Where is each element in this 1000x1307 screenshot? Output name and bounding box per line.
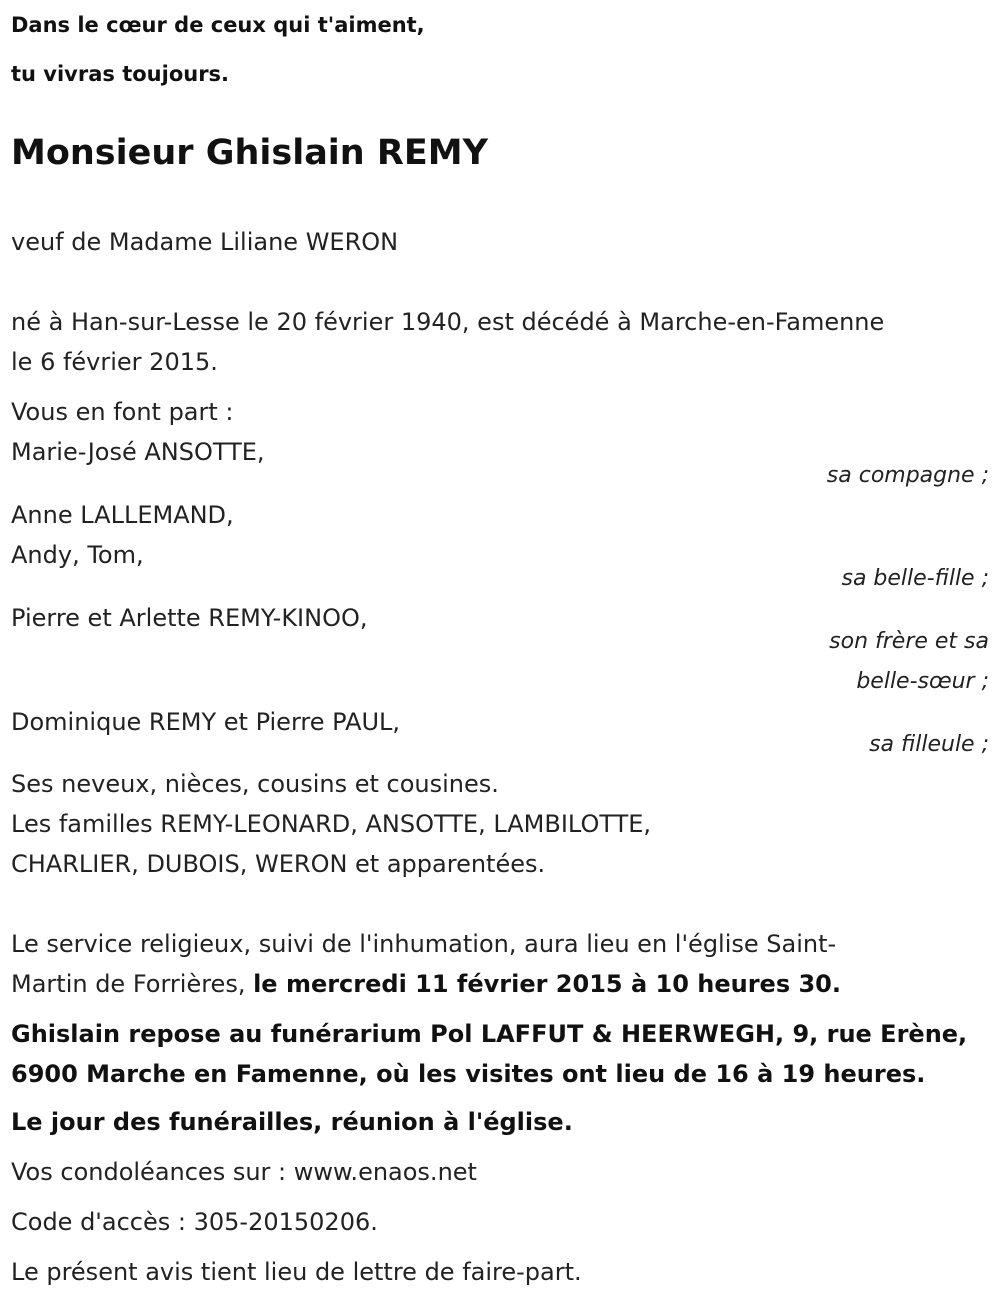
condolences-line: Vos condoléances sur : www.enaos.net [11,1158,477,1186]
birth-death [11,302,884,382]
widower-line: veuf de Madame Liliane WERON [11,228,399,256]
other-relatives-line: CHARLIER, DUBOIS, WERON et apparentées. [11,850,546,878]
service-info [11,924,841,1004]
announcer-relation [829,622,989,702]
announcer-name: Pierre et Arlette REMY-KINOO, [11,604,368,632]
meeting-note: Le jour des funérailles, réunion à l'église. [11,1108,573,1136]
notice-line: Le présent avis tient lieu de lettre de faire-part. [11,1258,582,1286]
announcers-intro: Vous en font part : [11,398,234,426]
birth-death-line-1: né à Han-sur-Lesse le 20 février 1940, est décédé à Marche-en-Famenne [11,308,885,336]
announcer-relation-line-2: belle-sœur ; [856,669,989,694]
service-datetime: le mercredi 11 février 2015 à 10 heures 30. [253,970,841,998]
funeral-home-line-1: Ghislain repose au funérarium Pol LAFFUT & HEERWEGH, 9, rue Erène, [11,1020,968,1048]
other-relatives [11,764,651,884]
announcer-relation-line-1: son frère et sa [829,629,989,654]
epitaph-line-1: Dans le cœur de ceux qui t'aiment, [11,13,425,37]
announcer-relation: sa filleule ; [869,732,989,757]
announcer-name: Marie-José ANSOTTE, [11,438,265,466]
birth-death-line-2: le 6 février 2015. [11,348,218,376]
epitaph-line-2: tu vivras toujours. [11,62,230,86]
announcer-name: Dominique REMY et Pierre PAUL, [11,708,401,736]
announcers-block-1 [11,392,265,472]
deceased-name: Monsieur Ghislain REMY [11,133,488,173]
announcer-name: Andy, Tom, [11,541,144,569]
announcer-relation: sa compagne ; [826,463,989,488]
service-line-2 [11,964,841,1004]
announcer-relation: sa belle-fille ; [841,566,989,591]
funeral-home-line-2: 6900 Marche en Famenne, où les visites ont lieu de 16 à 19 heures. [11,1060,926,1088]
announcers-block-2 [11,495,234,575]
other-relatives-line: Ses neveux, nièces, cousins et cousines. [11,770,499,798]
access-code-line: Code d'accès : 305-20150206. [11,1208,378,1236]
service-place: Martin de Forrières, [11,970,254,998]
announcer-name: Anne LALLEMAND, [11,501,234,529]
other-relatives-line: Les familles REMY-LEONARD, ANSOTTE, LAMBILOTTE, [11,810,652,838]
funeral-home-info [11,1014,967,1094]
service-line-1: Le service religieux, suivi de l'inhumation, aura lieu en l'église Saint- [11,930,837,958]
